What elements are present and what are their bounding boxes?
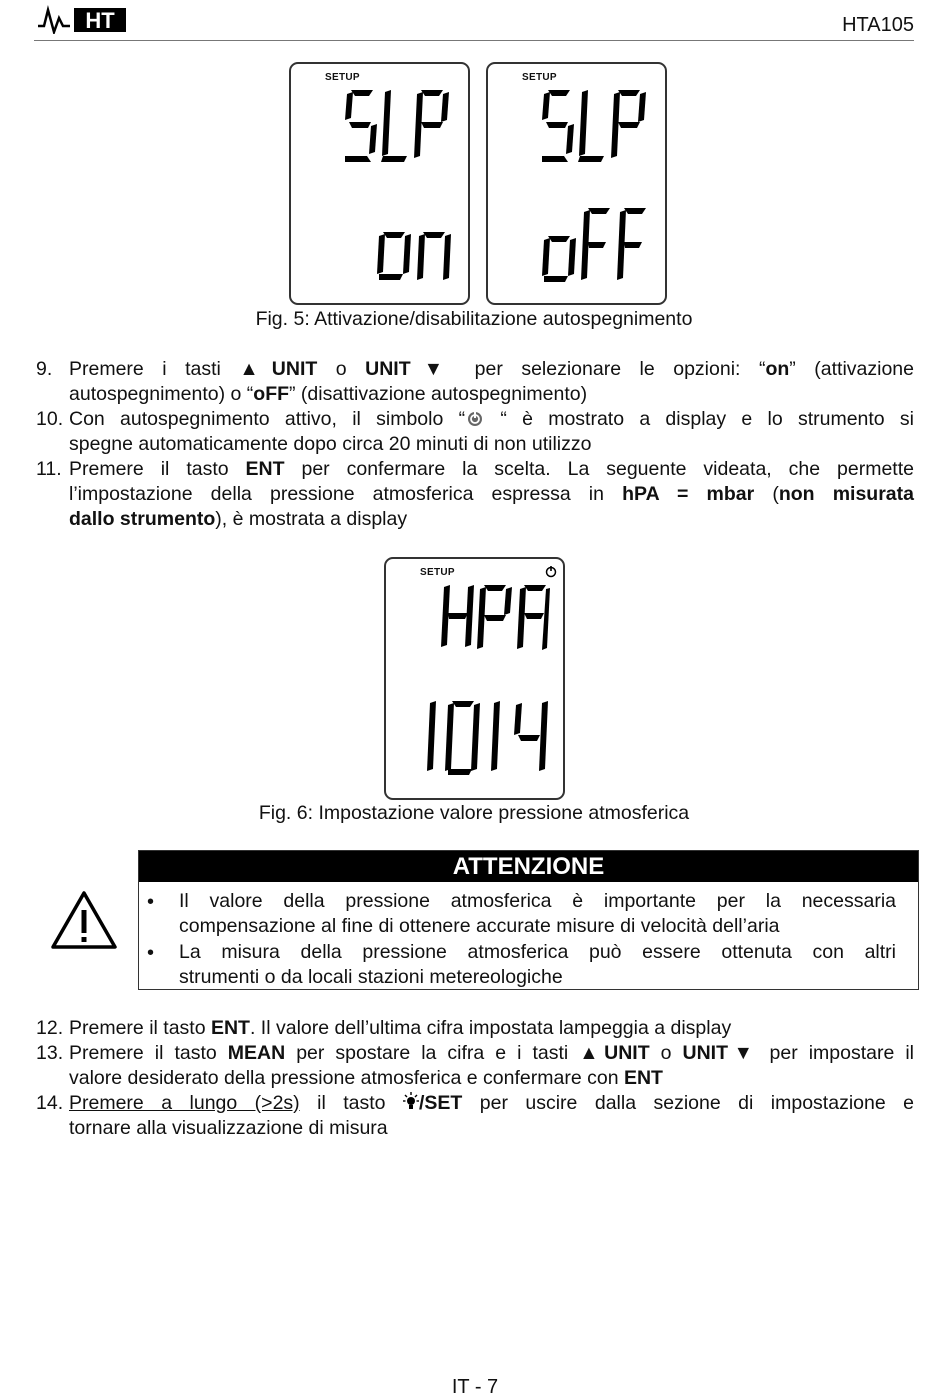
lcd-text-off [542, 204, 652, 284]
bullet-icon: • [147, 942, 155, 964]
setup-label: SETUP [420, 567, 455, 578]
item-number: 14. [36, 1092, 64, 1114]
document-id: HTA105 [842, 14, 914, 36]
lcd-text-on [377, 228, 457, 282]
warning-bullet: Il valore della pressione atmosferica è importante per la necessaria compensazione al fine di ottenere accurate misure di velocità dell’aria [179, 890, 896, 937]
lcd-text-1014 [422, 697, 552, 777]
lcd-text-slp [343, 86, 453, 166]
lcd-text-hpa [440, 581, 550, 653]
warning-title: ATTENZIONE [139, 851, 918, 882]
warning-bullet: La misura della pressione atmosferica può essere ottenuta con altri strumenti o da locali stazioni metereologiche [179, 941, 896, 988]
item-number: 12. [36, 1017, 64, 1039]
list-item: 14. Premere a lungo (>2s) il tasto /SET per uscire dalla sezione di impostazione e tornare alla visualizzazione di misura [36, 1092, 914, 1139]
ht-logo [36, 4, 128, 34]
setup-label: SETUP [522, 72, 557, 83]
lcd-panel-slp-on [289, 62, 470, 305]
lcd-text-slp [540, 86, 650, 166]
header-rule [34, 40, 914, 41]
list-item: 11. Premere il tasto ENT per confermare la scelta. La seguente videata, che permette l’impostazione della pressione atmosferica espressa in hPA = mbar (non misurata dallo strumento), è mostrata a display [36, 458, 914, 530]
page-number: IT - 7 [451, 1376, 499, 1398]
list-item: 13. Premere il tasto MEAN per spostare la cifra e i tasti ▲UNIT o UNIT▼ per impostare il valore desiderato della pressione atmosferica e confermare con ENT [36, 1042, 915, 1089]
item-number: 13. [36, 1042, 64, 1064]
warning-box [138, 850, 919, 990]
bullet-icon: • [147, 891, 155, 913]
lcd-panel-slp-off [486, 62, 667, 305]
svg-text:HT: HT [85, 8, 115, 33]
lcd-panel-hpa [384, 557, 565, 800]
warning-triangle-icon [50, 890, 118, 956]
figure-caption: Fig. 5: Attivazione/disabilitazione autospegnimento [255, 308, 693, 330]
item-number: 9. [36, 358, 53, 380]
setup-label: SETUP [325, 72, 360, 83]
list-item: 9. Premere i tasti ▲UNIT o UNIT▼ per selezionare le opzioni: “on” (attivazione autospegnimento) o “oFF” (disattivazione autospegnimento) [36, 358, 914, 405]
item-number: 11. [36, 458, 62, 480]
auto-off-icon [465, 410, 485, 428]
list-item: 10. Con autospegnimento attivo, il simbolo “ “ è mostrato a display e lo strumento si spegne automaticamente dopo circa 20 minuti di non utilizzo [36, 408, 914, 455]
list-item: 12. Premere il tasto ENT. Il valore dell’ultima cifra impostata lampeggia a display [36, 1017, 732, 1039]
backlight-icon [403, 1092, 419, 1112]
auto-off-icon [544, 565, 558, 579]
item-number: 10. [36, 408, 64, 430]
figure-caption: Fig. 6: Impostazione valore pressione atmosferica [258, 802, 690, 824]
